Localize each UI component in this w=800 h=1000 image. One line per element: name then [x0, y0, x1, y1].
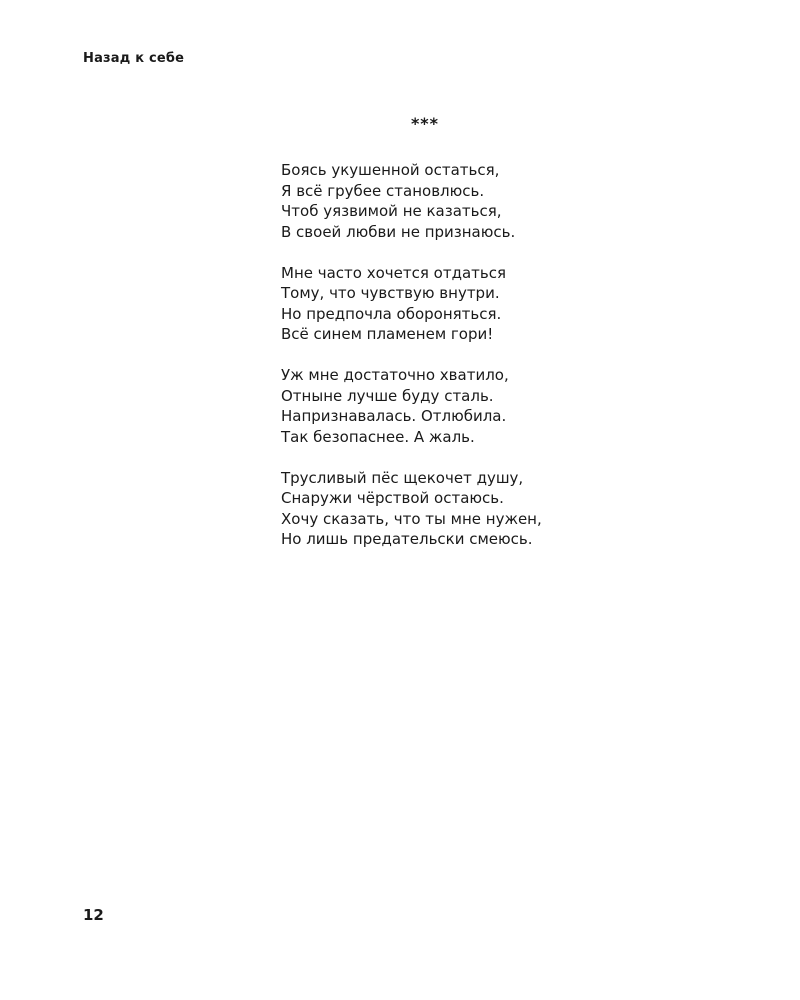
poem-separator: *** [410, 114, 440, 133]
stanza-1 [281, 160, 701, 242]
poem-line: В своей любви не признаюсь. [281, 222, 516, 241]
poem-line: Тому, что чувствую внутри. [281, 284, 500, 302]
poem-line: Мне часто хочется отдаться [281, 263, 506, 282]
page-number: 12 [83, 906, 104, 924]
stanza-2 [281, 263, 701, 345]
poem-line: Хочу сказать, что ты мне нужен, [281, 509, 542, 528]
poem-line: Боясь укушенной остаться, [281, 161, 500, 179]
poem-line: Но лишь предательски смеюсь. [281, 530, 533, 548]
poem-line: Так безопаснее. А жаль. [281, 427, 475, 446]
stanza-4 [281, 468, 701, 550]
poem-line: Отныне лучше буду сталь. [281, 386, 494, 405]
poem-line: Я всё грубее становлюсь. [281, 181, 485, 200]
poem-line: Всё синем пламенем гори! [281, 325, 494, 343]
poem-line: Снаружи чёрствой остаюсь. [281, 489, 504, 507]
poem-line: Но предпочла обороняться. [281, 304, 502, 323]
poem-line: Чтоб уязвимой не казаться, [281, 202, 502, 220]
poem-line: Трусливый пёс щекочет душу, [281, 468, 524, 487]
running-header: Назад к себе [83, 51, 185, 66]
poem-line: Напризнавалась. Отлюбила. [281, 407, 507, 425]
stanza-3 [281, 365, 701, 447]
poem-line: Уж мне достаточно хватило, [281, 366, 509, 384]
poem-body [281, 160, 701, 570]
